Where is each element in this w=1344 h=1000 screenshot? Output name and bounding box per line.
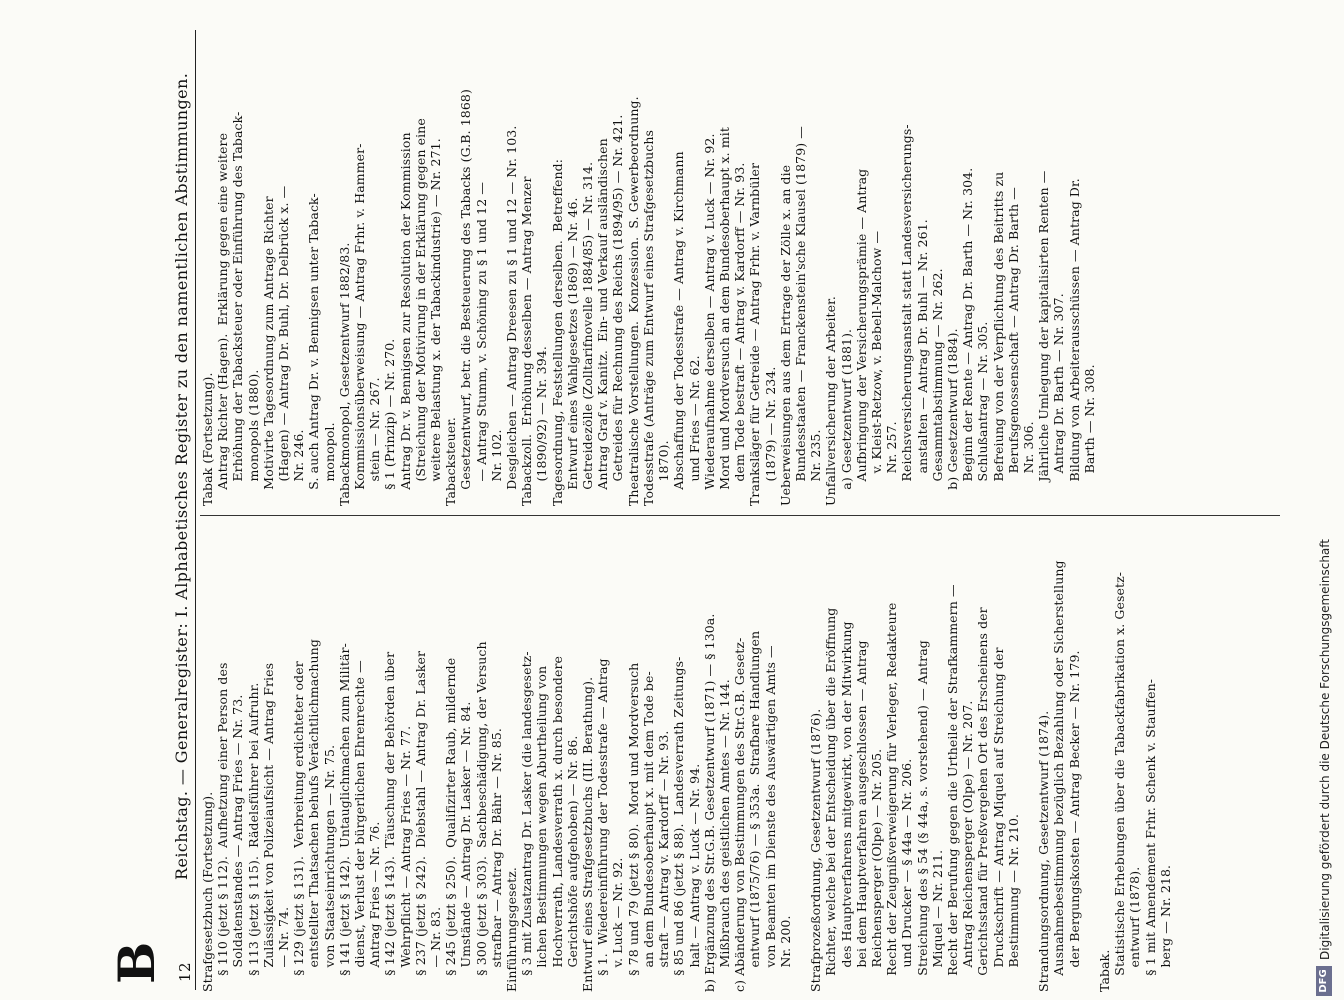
column-divider [200,515,1280,516]
page-header: Reichstag. — Generalregister: I. Alphabetisches Register zu den namentlichen Abstimmungen. [172,72,191,880]
column-left: Strafgesetzbuch (Fortsetzung). § 110 (jetzt § 112). Aufhetzung einer Person des Soldatenstandes — Antrag Fries — Nr. 73. § 113 (jetzt § 115). Rädelsführer bei Aufruhr. Zulässigkeit von Polizeiaufsicht — Antrag Fries — Nr. 74. § 129 (jetzt § 131). Verbreitung erdichteter oder entstellter Thatsachen behufs Verächtlichmachung von Staatseinrichtungen — Nr. 75. § 141 (jetzt § 142). Untauglichmachen zum Militär- dienst, Verlust der bürgerlichen Ehrenrechte — Antrag Fries — Nr. 76. § 142 (jetzt § 143). Täuschung der Behörden über Wehrpflicht — Antrag Fries — Nr. 77. § 237 (jetzt § 242). Diebstahl — Antrag Dr. Lasker — Nr. 83. § 245 (jetzt § 250). Qualifizirter Raub, mildernde Umstände — Antrag Dr. Lasker — Nr. 84. § 300 (jetzt § 303). Sachbeschädigung, der Versuch strafbar — Antrag Dr. Bähr — Nr. 85. Einführungsgesetz. § 3 mit Zusatzantrag Dr. Lasker (die landesgesetz- lichen Bestimmungen wegen Aburtheilung von Hochverrath, Landesverrath x. durch besondere Gerichtshöfe aufgehoben) — Nr. 86. Entwurf eines Strafgesetzbuchs (III. Berathung). § 1. Wiedereinführung der Todesstrafe — Antrag v. Luck — Nr. 92. § 78 und 79 (jetzt § 80). Mord und Mordversuch an dem Bundesoberhaupt x. mit dem Tode be- straft — Antrag v. Kardorff — Nr. 93. § 85 und 86 (jetzt § 88). Landesverrath Zeitungs- halt — Antrag v. Luck — Nr. 94. b) Ergänzung des Str.G.B. Gesetzentwurf (1871) — § 130a. Mißbrauch des geistlichen Amtes — Nr. 144. c) Abänderung von Bestimmungen des Str.G.B. Gesetz- entwurf (1875/76) — § 353a. Strafbare Handlungen von Beamten im Dienste des Auswärtigen Amts — Nr. 200. Strafprozeßordnung, Gesetzentwurf (1876). Richter, welche bei der Entscheidung über die Eröffnung des Hauptverfahrens mitgewirkt, von der Mitwirkung bei dem Hauptverfahren ausgeschlossen — Antrag Reichensperger (Olpe) — Nr. 205. Recht der Zeugnißverweigerung für Verleger, Redakteure und Drucker — § 44a — Nr. 206. Streichung des § 54 (§ 44a, s. vorstehend) — Antrag Miquel — Nr. 211. Recht der Berufung gegen die Urtheile der Strafkammern — Antrag Reichensperger (Olpe) — Nr. 207. Gerichtsstand für Preßvergehen Ort des Erscheinens der Druckschrift — Antrag Miquel auf Streichung der Bestimmung — Nr. 210. Strandungsordnung, Gesetzentwurf (1874). Ausnahmebestimmung bezüglich Bezahlung oder Sicherstellung der Bergungskosten — Antrag Becker — Nr. 179. Tabak. Statistische Erhebungen über die Tabackfabrikation x. Gesetz- entwurf (1878). § 1 mit Amendement Frhr. Schenk v. Stauffen- berg — Nr. 218. [200,560,1173,992]
header-rule [195,30,196,990]
section-letter: B [107,941,166,984]
column-right: Tabak (Fortsetzung). Antrag Richter (Hagen). Erklärung gegen eine weitere Erhöhung der Tabacksteuer oder Einführung des Taback- monopols (1880). Motivirte Tagesordnung zum Antrage Richter (Hagen) — Antrag Dr. Buhl, Dr. Delbrück x. — Nr. 246. S. auch Antrag Dr. v. Bennigsen unter Taback- monopol. Tabackmonopol, Gesetzentwurf 1882/83. Kommissionsüberweisung — Antrag Frhr. v. Hammer- stein — Nr. 267. § 1 (Prinzip) — Nr. 270. Antrag Dr. v. Bennigsen zur Resolution der Kommission (Streichung der Motivirung in der Erklärung gegen eine weitere Belastung x. der Tabackindustrie) — Nr. 271. Tabacksteuer. Gesetzentwurf, betr. die Besteuerung des Tabacks (G.B. 1868) — Antrag Stumm, v. Schöning zu § 1 und 12 — Nr. 102. Desgleichen — Antrag Dreesen zu § 1 und 12 — Nr. 103. Tabackzoll. Erhöhung desselben — Antrag Menzer (1890/92) — Nr. 394. Tagesordnung, Feststellungen derselben. Betreffend: Entwurf eines Wahlgesetzes (1869) — Nr. 46. Getreidezölle (Zolltarifnovelle 1884/85) — Nr. 314. Antrag Graf v. Kanitz. Ein- und Verkauf ausländischen Getreides für Rechnung des Reichs (1894/95) — Nr. 421. Theatralische Vorstellungen. Konzession. S. Gewerbeordnung. Todesstrafe (Anträge zum Entwurf eines Strafgesetzbuchs 1870). Abschaffung der Todesstrafe — Antrag v. Kirchmann und Fries — Nr. 62. Wiederaufnahme derselben — Antrag v. Luck — Nr. 92. Mord und Mordversuch an dem Bundesoberhaupt x. mit dem Tode bestraft — Antrag v. Kardorff — Nr. 93. Tranksläger für Getreide — Antrag Frhr. v. Varnbüler (1879) — Nr. 234. Ueberweisungen aus dem Ertrage der Zölle x. an die Bundesstaaten — Franckenstein'sche Klausel (1879) — Nr. 235. Unfallversicherung der Arbeiter. a) Gesetzentwurf (1881). Aufbringung der Versicherungsprämie — Antrag v. Kleist-Retzow, v. Bebell-Malchow — Nr. 257. Reichsversicherungsanstalt statt Landesversicherungs- anstalten — Antrag Dr. Buhl — Nr. 261. Gesammtabstimmung — Nr. 262. b) Gesetzentwurf (1884). Beginn der Rente — Antrag Dr. Barth — Nr. 304. Schlußantrag — Nr. 305. Befreiung von der Verpflichtung des Beitritts zu Berufsgenossenschaft — Antrag Dr. Barth — Nr. 306. Jährliche Umlegung der kapitalisirten Renten — Antrag Dr. Barth — Nr. 307. Bildung von Arbeiterausschüssen — Antrag Dr. Barth — Nr. 308. [200,89,1097,506]
page-number: 12 [176,961,194,982]
dfg-logo: DFG [1316,966,1332,996]
digitization-note: Digitalisierung gefördert durch die Deutsche Forschungsgemeinschaft [1318,538,1332,960]
